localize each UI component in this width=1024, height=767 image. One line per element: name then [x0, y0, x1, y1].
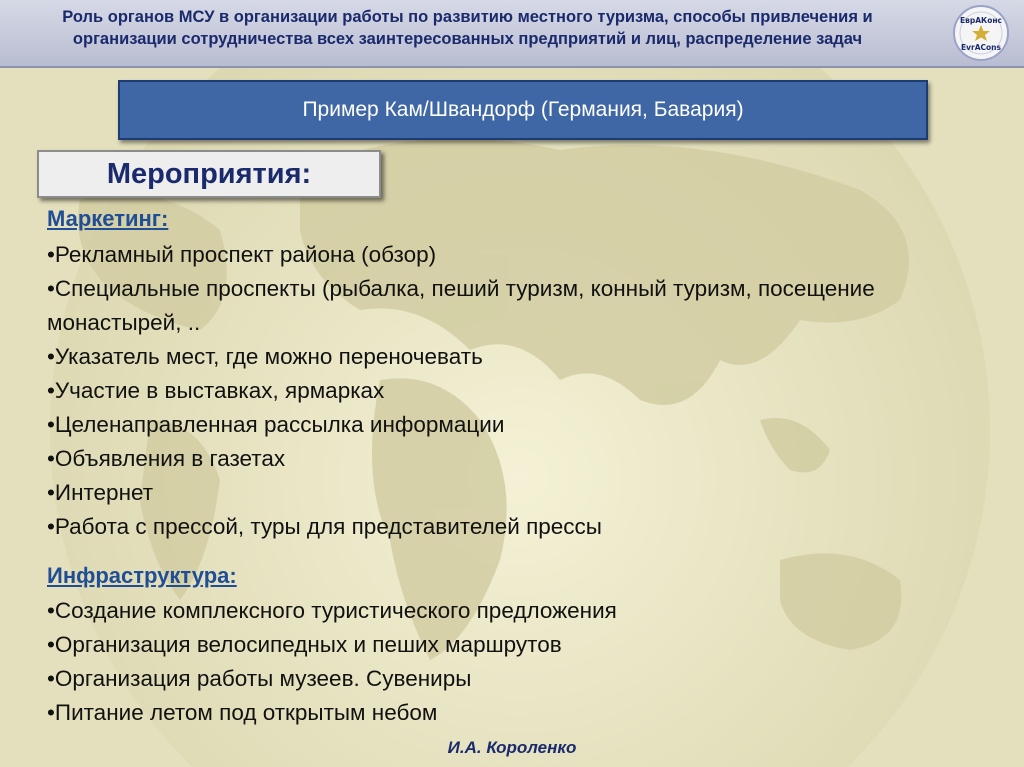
marketing-heading: Маркетинг: [47, 206, 169, 231]
logo-text-bottom: EvrACons [961, 43, 1001, 52]
logo-star-icon [946, 3, 1016, 63]
list-item: • Работа с прессой, туры для представителей прессы [47, 510, 997, 544]
evracons-logo [946, 3, 1016, 63]
subtitle-box: Пример Кам/Швандорф (Германия, Бавария) [118, 80, 928, 140]
list-item: • Организация работы музеев. Сувениры [47, 662, 997, 696]
list-item: • Участие в выставках, ярмарках [47, 374, 997, 408]
events-heading: Мероприятия: [37, 150, 381, 198]
list-item: • Создание комплексного туристического предложения [47, 594, 997, 628]
logo-text-top: ЕврАКонс [960, 16, 1002, 25]
list-item: • Специальные проспекты (рыбалка, пеший туризм, конный туризм, посещение монастырей, .. [47, 272, 962, 340]
list-item: • Питание летом под открытым небом [47, 696, 997, 730]
list-item: • Организация велосипедных и пеших маршрутов [47, 628, 997, 662]
list-item: • Целенаправленная рассылка информации [47, 408, 997, 442]
author-name: И.А. Короленко [447, 738, 577, 757]
list-item: • Рекламный проспект района (обзор) [47, 238, 997, 272]
list-item: • Интернет [47, 476, 997, 510]
slide-title-line-1: Роль органов МСУ в организации работы по развитию местного туризма, способы привлечения и [62, 8, 873, 26]
infrastructure-heading: Инфраструктура: [47, 563, 237, 588]
slide-title [10, 6, 925, 50]
marketing-list [47, 238, 997, 544]
list-item: • Объявления в газетах [47, 442, 997, 476]
slide-header [0, 0, 1024, 68]
slide-title-line-2: организации сотрудничества всех заинтересованных предприятий и лиц, распределение задач [72, 30, 863, 48]
infrastructure-list [47, 594, 997, 730]
list-item: • Указатель мест, где можно переночевать [47, 340, 997, 374]
